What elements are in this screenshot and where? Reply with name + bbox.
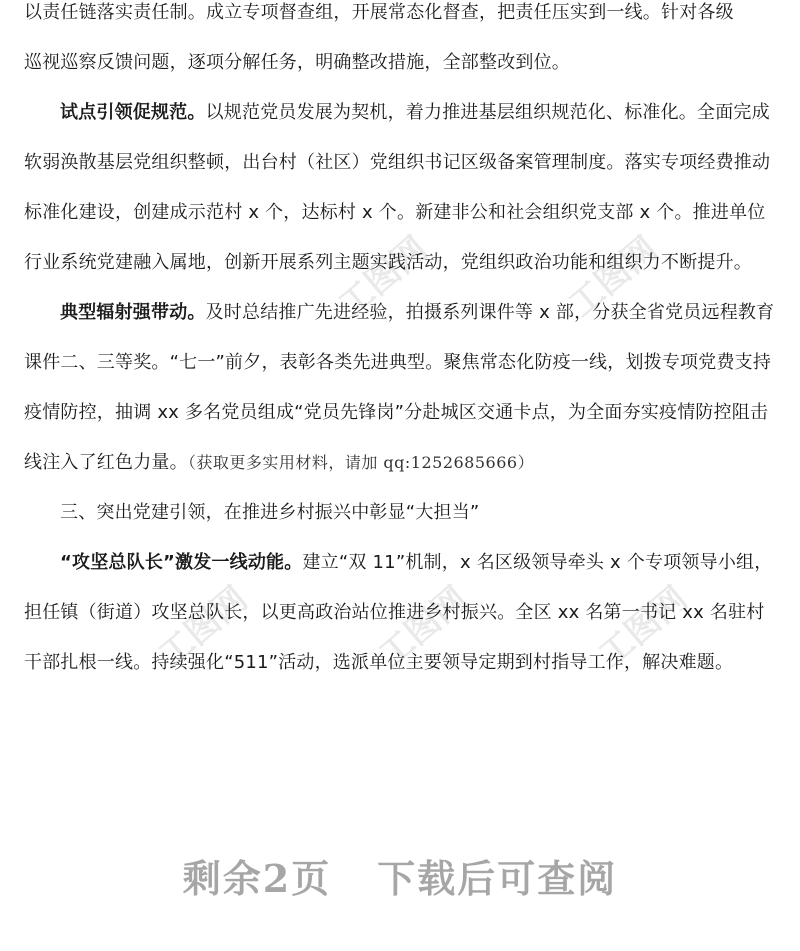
paragraph (24, 38, 776, 88)
paragraph (24, 88, 776, 288)
contact-note: （获取更多实用材料，请加 qq:1252685666） (187, 453, 535, 472)
paragraph (24, 538, 776, 688)
download-to-view-label: 下载后可查阅 (377, 856, 618, 901)
watermark-text: 工图网 (151, 579, 256, 676)
paragraph-text: 建立“双 11”机制，x 名区级领导牵头 x 个专项领导小组，担任镇（街道）攻坚总队长，以更高政治站位推进乡村振兴。全区 xx 名第一书记 xx 名驻村干部扎根一线。持续强化“511”活动，选派单位主要领导定期到村指导工作，解决难题。 (24, 552, 773, 673)
watermark-text: 工图网 (331, 229, 436, 326)
paragraph-text: 以规范党员发展为契机，着力推进基层组织规范化、标准化。全面完成软弱涣散基层党组织整顿，出台村（社区）党组织书记区级备案管理制度。落实专项经费推动标准化建设，创建成示范村 x 个，达标村 x 个。新建非公和社会组织党支部 x 个。推进单位行业系统党建融入属地，创新开展系列主题实践活动，党组织政治功能和组织力不断提升。 (24, 102, 771, 273)
paragraph-lead: “攻坚总队长”激发一线动能。 (60, 552, 303, 573)
download-prompt[interactable] (0, 848, 800, 903)
paragraph-text: 三、突出党建引领，在推进乡村振兴中彰显“大担当” (60, 502, 480, 523)
paragraph (24, 0, 776, 38)
paragraph (24, 288, 776, 488)
remaining-pages-label: 剩余2页 (182, 856, 332, 901)
document-body (24, 0, 776, 688)
watermark-text: 工图网 (561, 229, 666, 326)
paragraph-text: 以责任链落实责任制。成立专项督查组，开展常态化督查，把责任压实到一线。针对各级 (24, 2, 734, 23)
paragraph-text: 巡视巡察反馈问题，逐项分解任务，明确整改措施，全部整改到位。 (24, 52, 570, 73)
section-heading (24, 488, 776, 538)
watermark-text: 工图网 (371, 579, 476, 676)
paragraph-text: 及时总结推广先进经验，拍摄系列课件等 x 部，分获全省党员远程教育课件二、三等奖。“七一”前夕，表彰各类先进典型。聚焦常态化防疫一线，划拨专项党费支持疫情防控，抽调 xx 多名党员组成“党员先锋岗”分赴城区交通卡点，为全面夯实疫情防控阻击线注入了红色力量。 (24, 302, 775, 473)
paragraph-lead: 典型辐射强带动。 (60, 302, 206, 323)
watermark-text: 工图网 (591, 579, 696, 676)
paragraph-lead: 试点引领促规范。 (60, 102, 206, 123)
